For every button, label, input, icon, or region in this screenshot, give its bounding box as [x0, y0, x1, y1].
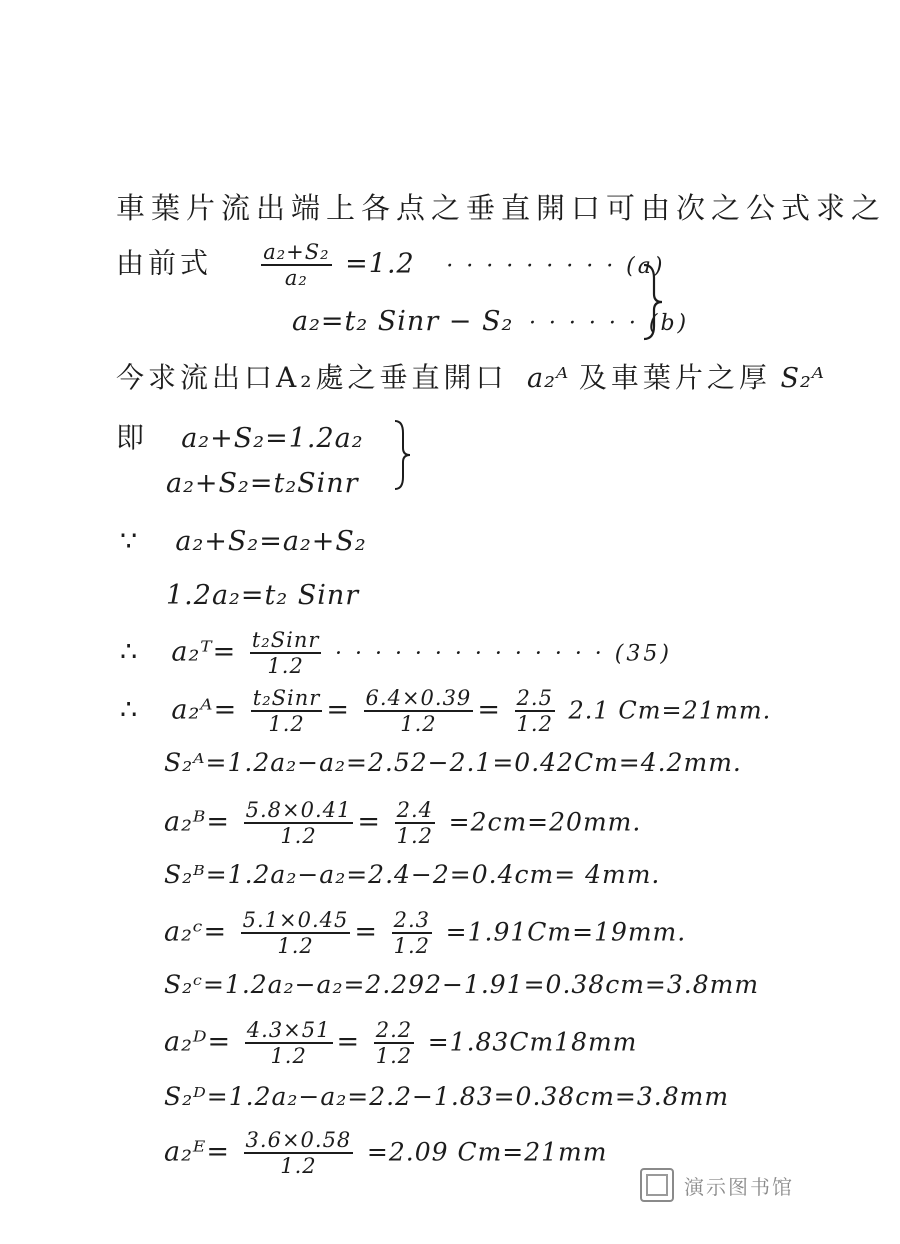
formula-a-line — [116, 240, 665, 290]
heading-line: 車葉片流出端上各点之垂直開口可由次之公式求之 — [116, 191, 887, 225]
calc-a2C-num-2: 2.3 — [393, 908, 431, 932]
formula-a-rhs: =1.2 — [345, 248, 415, 280]
right-brace-icon — [392, 418, 414, 492]
calc-a2A-den-3: 1.2 — [516, 712, 553, 736]
formula-a-denominator: a₂ — [284, 266, 308, 290]
formula-a-leader: · · · · · · · · · (a) — [446, 253, 666, 279]
formula-a-fraction — [261, 240, 331, 290]
calc-a2C-num-1: 5.1×0.45 — [242, 908, 349, 932]
since-line — [120, 526, 367, 557]
calc-a2A-num-1: t₂Sinr — [252, 686, 321, 710]
calc-a2B-num-2: 2.4 — [396, 798, 434, 822]
calc-a2E-line — [164, 1128, 607, 1178]
objective-text: 今求流出口A₂處之垂直開口 — [116, 361, 508, 394]
calc-a2A-num-2: 6.4×0.39 — [365, 686, 472, 710]
calc-a2B-line: a₂ᴮ= $\frac{5.8\times 0.41}{1.2}$ = $\frac{2.4}{1.2}$ =2cm=20mm. — [164, 798, 642, 848]
formula-35-line — [120, 628, 672, 678]
objective-text-2: 及車葉片之厚 — [578, 361, 771, 394]
calc-a2D-num-1: 4.3×51 — [246, 1018, 331, 1042]
because-symbol: ∵ — [120, 526, 139, 557]
calc-a2D-frac-2 — [374, 1018, 414, 1068]
calc-a2C-lhs: a₂ᶜ= — [164, 916, 228, 948]
equality-line: 1.2a₂=t₂ Sinr — [166, 580, 360, 611]
calc-a2C-line: a₂ᶜ= $\frac{5.1\times 0.45}{1.2}$ = $\frac{2.3}{1.2}$ =1.91Cm=19mm. — [164, 908, 687, 958]
calc-a2B-den-2: 1.2 — [396, 824, 434, 848]
system-eq-1: a₂+S₂=1.2a₂ — [181, 423, 364, 454]
calc-a2A-den-2: 1.2 — [400, 712, 437, 736]
calc-a2B-frac-2 — [395, 798, 435, 848]
calc-s2C-line: S₂ᶜ=1.2a₂−a₂=2.292−1.91=0.38cm=3.8mm — [164, 970, 760, 999]
calc-a2A-frac-1 — [251, 686, 323, 736]
formula-35-leader: · · · · · · · · · · · · · · (35) — [334, 641, 672, 667]
calc-a2A-frac-2 — [364, 686, 474, 736]
calc-a2A-frac-3 — [515, 686, 555, 736]
calc-a2E-frac-1 — [244, 1128, 354, 1178]
calc-a2B-frac-1 — [244, 798, 354, 848]
system-label: 即 — [116, 421, 149, 454]
calc-a2A-line: ∴ a₂ᴬ= $\frac{\text{t₂Sinr}}{1.2}$ = $\frac{6.4\times 0.39}{1.2}$ = $\frac{2.5}{1.2}$ 2.1 Cm=21mm. — [120, 686, 772, 736]
calc-a2C-den-1: 1.2 — [277, 934, 314, 958]
formula-35-denominator: 1.2 — [267, 654, 304, 678]
calc-a2E-lhs: a₂ᴱ= — [164, 1136, 230, 1168]
calc-a2C-frac-2 — [392, 908, 432, 958]
calc-a2E-result: =2.09 Cm=21mm — [366, 1137, 608, 1167]
calc-a2B-den-1: 1.2 — [280, 824, 317, 848]
formula-b-leader: · · · · · · (b) — [528, 311, 690, 336]
objective-s2A: S₂ᴬ — [780, 363, 826, 394]
formula-35-fraction — [250, 628, 322, 678]
system-line-2: a₂+S₂=t₂Sinr — [166, 468, 359, 499]
right-brace-icon — [640, 262, 666, 342]
formula-35-lhs: a₂ᵀ= — [171, 636, 237, 668]
calc-a2D-result: =1.83Cm18mm — [427, 1027, 638, 1057]
objective-a2A: a₂ᴬ — [527, 363, 570, 394]
calc-a2C-den-2: 1.2 — [393, 934, 431, 958]
calc-a2A-result: 2.1 Cm=21mm. — [568, 696, 772, 725]
library-watermark — [640, 1166, 820, 1204]
formula-b-line — [292, 306, 689, 337]
formula-a-label: 由前式 — [116, 246, 213, 280]
calc-a2B-lhs: a₂ᴮ= — [164, 806, 231, 838]
formula-a-numerator: a₂+S₂ — [263, 240, 330, 264]
calc-a2D-den-2: 1.2 — [375, 1044, 413, 1068]
library-seal-icon — [640, 1168, 674, 1202]
calc-a2B-num-1: 5.8×0.41 — [245, 798, 352, 822]
calc-a2B-result: =2cm=20mm. — [448, 807, 642, 837]
therefore-symbol: ∴ — [120, 636, 139, 668]
calc-a2C-frac-1 — [241, 908, 351, 958]
calc-a2D-frac-1 — [245, 1018, 333, 1068]
calc-a2C-result: =1.91Cm=19mm. — [445, 917, 687, 947]
formula-35-numerator: t₂Sinr — [251, 628, 320, 652]
calc-a2D-num-2: 2.2 — [375, 1018, 413, 1042]
formula-b-expression: a₂=t₂ Sinr − S₂ — [292, 306, 514, 337]
calc-a2D-line: a₂ᴰ= $\frac{4.3\times 51}{1.2}$ = $\frac{2.2}{1.2}$ =1.83Cm18mm — [164, 1018, 638, 1068]
calc-a2A-lhs: a₂ᴬ= — [171, 694, 238, 726]
watermark-text: 演示图书馆 — [684, 1174, 794, 1199]
calc-a2A-den-1: 1.2 — [268, 712, 305, 736]
since-eq: a₂+S₂=a₂+S₂ — [175, 526, 367, 557]
system-line-1 — [116, 416, 364, 456]
calc-a2A-num-3: 2.5 — [516, 686, 553, 710]
objective-line — [116, 356, 825, 396]
calc-s2D-line: S₂ᴰ=1.2a₂−a₂=2.2−1.83=0.38cm=3.8mm — [164, 1082, 730, 1111]
calc-s2B-line: S₂ᴮ=1.2a₂−a₂=2.4−2=0.4cm= 4mm. — [164, 860, 661, 889]
calc-a2E-num-1: 3.6×0.58 — [245, 1128, 352, 1152]
calc-a2D-lhs: a₂ᴰ= — [164, 1026, 232, 1058]
calc-a2D-den-1: 1.2 — [270, 1044, 307, 1068]
therefore-symbol: ∴ — [120, 694, 139, 726]
calc-a2E-den-1: 1.2 — [280, 1154, 317, 1178]
calc-s2A-line: S₂ᴬ=1.2a₂−a₂=2.52−2.1=0.42Cm=4.2mm. — [164, 748, 742, 777]
